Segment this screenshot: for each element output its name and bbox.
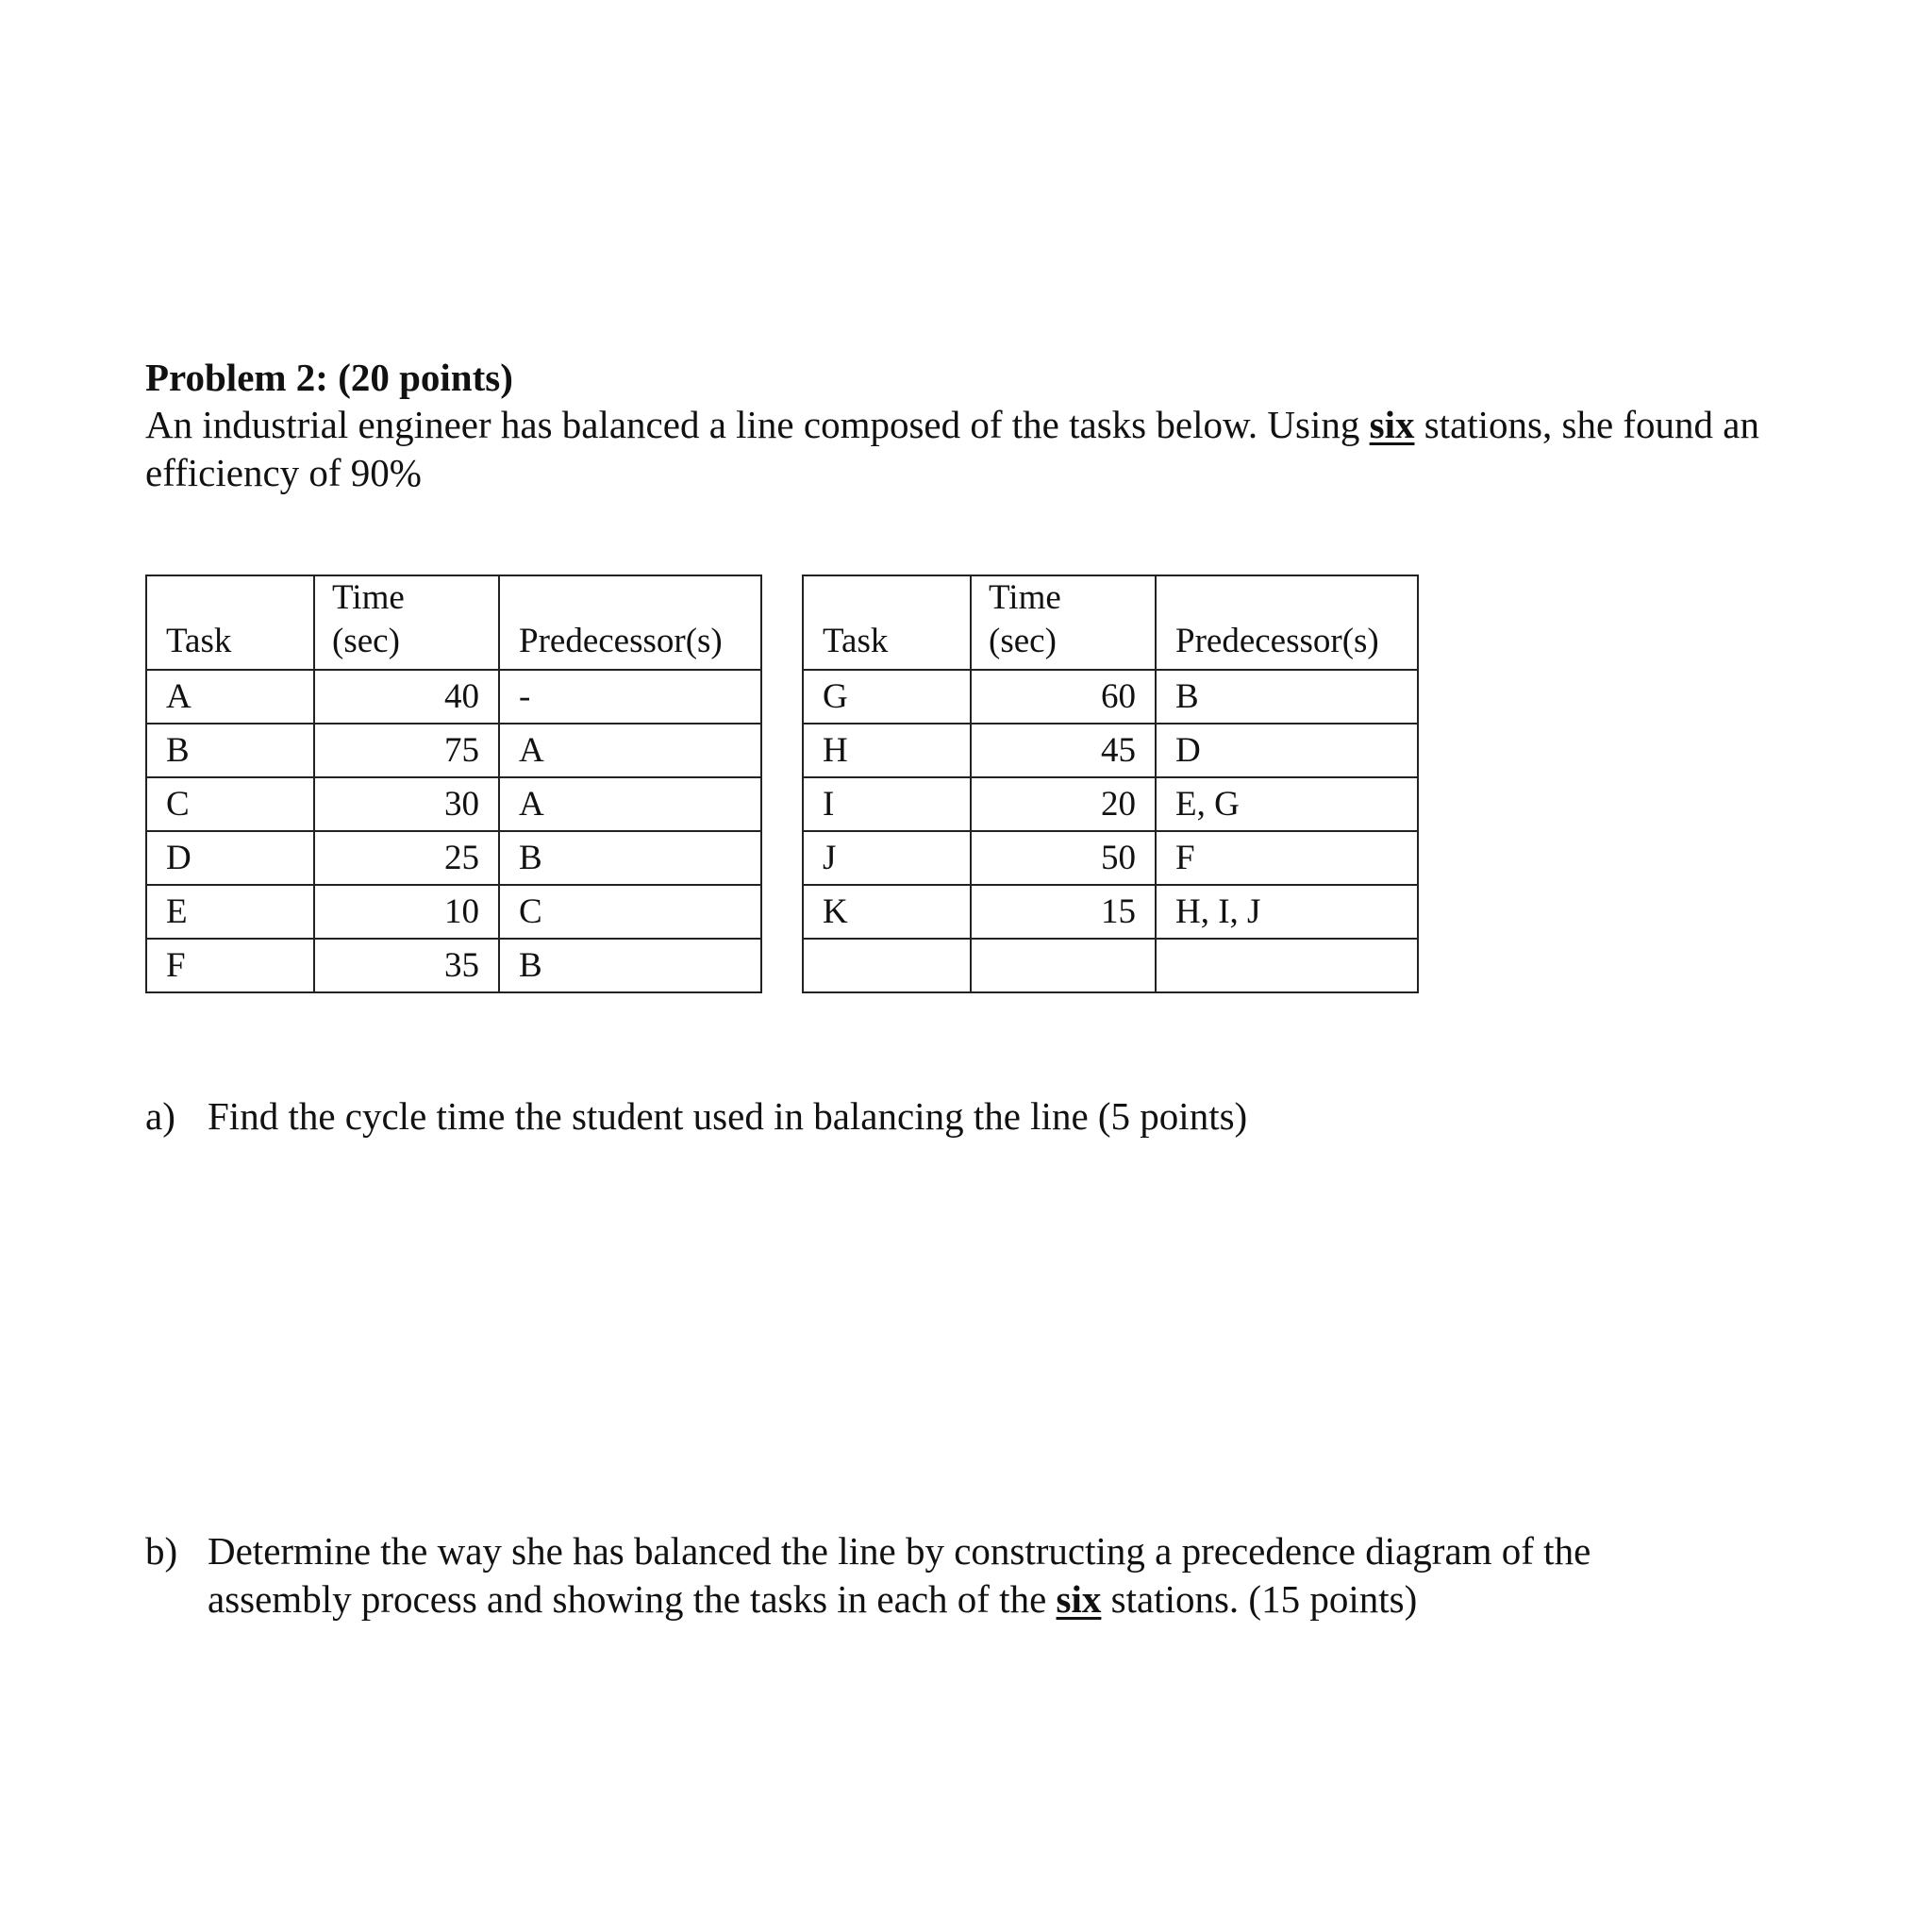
task-table-left (145, 575, 762, 993)
table-header-row (803, 575, 1418, 670)
header-time-line1: Time (332, 578, 405, 617)
predecessor-cell: B (499, 939, 761, 992)
intro-line-2: efficiency of 90% (145, 451, 422, 494)
task-cell: H (803, 724, 971, 777)
predecessor-cell: E, G (1156, 777, 1418, 831)
task-cell: J (803, 831, 971, 885)
question-b (145, 1527, 1591, 1624)
predecessor-cell: D (1156, 724, 1418, 777)
question-b-line-1: Determine the way she has balanced the line by constructing a precedence diagram of the (208, 1529, 1591, 1573)
predecessor-cell: B (1156, 670, 1418, 724)
problem-intro (145, 401, 1806, 497)
task-cell: E (146, 885, 314, 939)
task-cell: F (146, 939, 314, 992)
time-cell: 30 (314, 777, 499, 831)
predecessor-cell: A (499, 724, 761, 777)
table-row (803, 939, 1418, 992)
time-cell: 10 (314, 885, 499, 939)
time-cell: 35 (314, 939, 499, 992)
time-cell: 40 (314, 670, 499, 724)
table-row (146, 777, 761, 831)
predecessor-cell: B (499, 831, 761, 885)
header-time-line1: Time (989, 578, 1061, 617)
time-cell (971, 939, 1156, 992)
question-b-emphasis-six: six (1056, 1577, 1102, 1621)
task-cell: I (803, 777, 971, 831)
intro-line-1 (145, 401, 1806, 449)
task-cell: B (146, 724, 314, 777)
task-cell (803, 939, 971, 992)
predecessor-cell: A (499, 777, 761, 831)
table-row (803, 831, 1418, 885)
table-row (803, 670, 1418, 724)
header-time (971, 575, 1156, 670)
predecessor-cell: - (499, 670, 761, 724)
question-a-text: Find the cycle time the student used in balancing the line (5 points) (208, 1094, 1248, 1138)
task-table-right (802, 575, 1419, 993)
question-b-label: b) (145, 1529, 178, 1573)
question-b-line-2 (208, 1575, 1591, 1624)
intro-text-start: An industrial engineer has balanced a line composed of the tasks below. Using (145, 403, 1370, 446)
header-time-line2: (sec) (332, 622, 400, 660)
task-cell: C (146, 777, 314, 831)
table-row (146, 670, 761, 724)
predecessor-cell: H, I, J (1156, 885, 1418, 939)
task-cell: A (146, 670, 314, 724)
header-predecessors: Predecessor(s) (1156, 575, 1418, 670)
table-row (803, 724, 1418, 777)
table-row (146, 939, 761, 992)
question-a (145, 1092, 1247, 1141)
predecessor-cell: F (1156, 831, 1418, 885)
task-cell: D (146, 831, 314, 885)
header-task: Task (803, 575, 971, 670)
table-row (146, 885, 761, 939)
time-cell: 50 (971, 831, 1156, 885)
table-row (146, 831, 761, 885)
task-cell: K (803, 885, 971, 939)
intro-emphasis-six: six (1369, 403, 1415, 446)
question-a-label: a) (145, 1094, 175, 1138)
header-task: Task (146, 575, 314, 670)
header-predecessors: Predecessor(s) (499, 575, 761, 670)
header-time (314, 575, 499, 670)
table-row (803, 777, 1418, 831)
intro-text-end: stations, she found an (1414, 403, 1760, 446)
table-header-row (146, 575, 761, 670)
table-row (803, 885, 1418, 939)
predecessor-cell: C (499, 885, 761, 939)
table-row (146, 724, 761, 777)
time-cell: 60 (971, 670, 1156, 724)
question-b-text-end: stations. (15 points) (1101, 1577, 1418, 1621)
time-cell: 15 (971, 885, 1156, 939)
predecessor-cell (1156, 939, 1418, 992)
question-b-text-start: assembly process and showing the tasks in each of the (208, 1577, 1057, 1621)
time-cell: 75 (314, 724, 499, 777)
time-cell: 20 (971, 777, 1156, 831)
problem-heading: Problem 2: (20 points) (145, 356, 513, 399)
task-cell: G (803, 670, 971, 724)
time-cell: 45 (971, 724, 1156, 777)
time-cell: 25 (314, 831, 499, 885)
header-time-line2: (sec) (989, 622, 1057, 660)
